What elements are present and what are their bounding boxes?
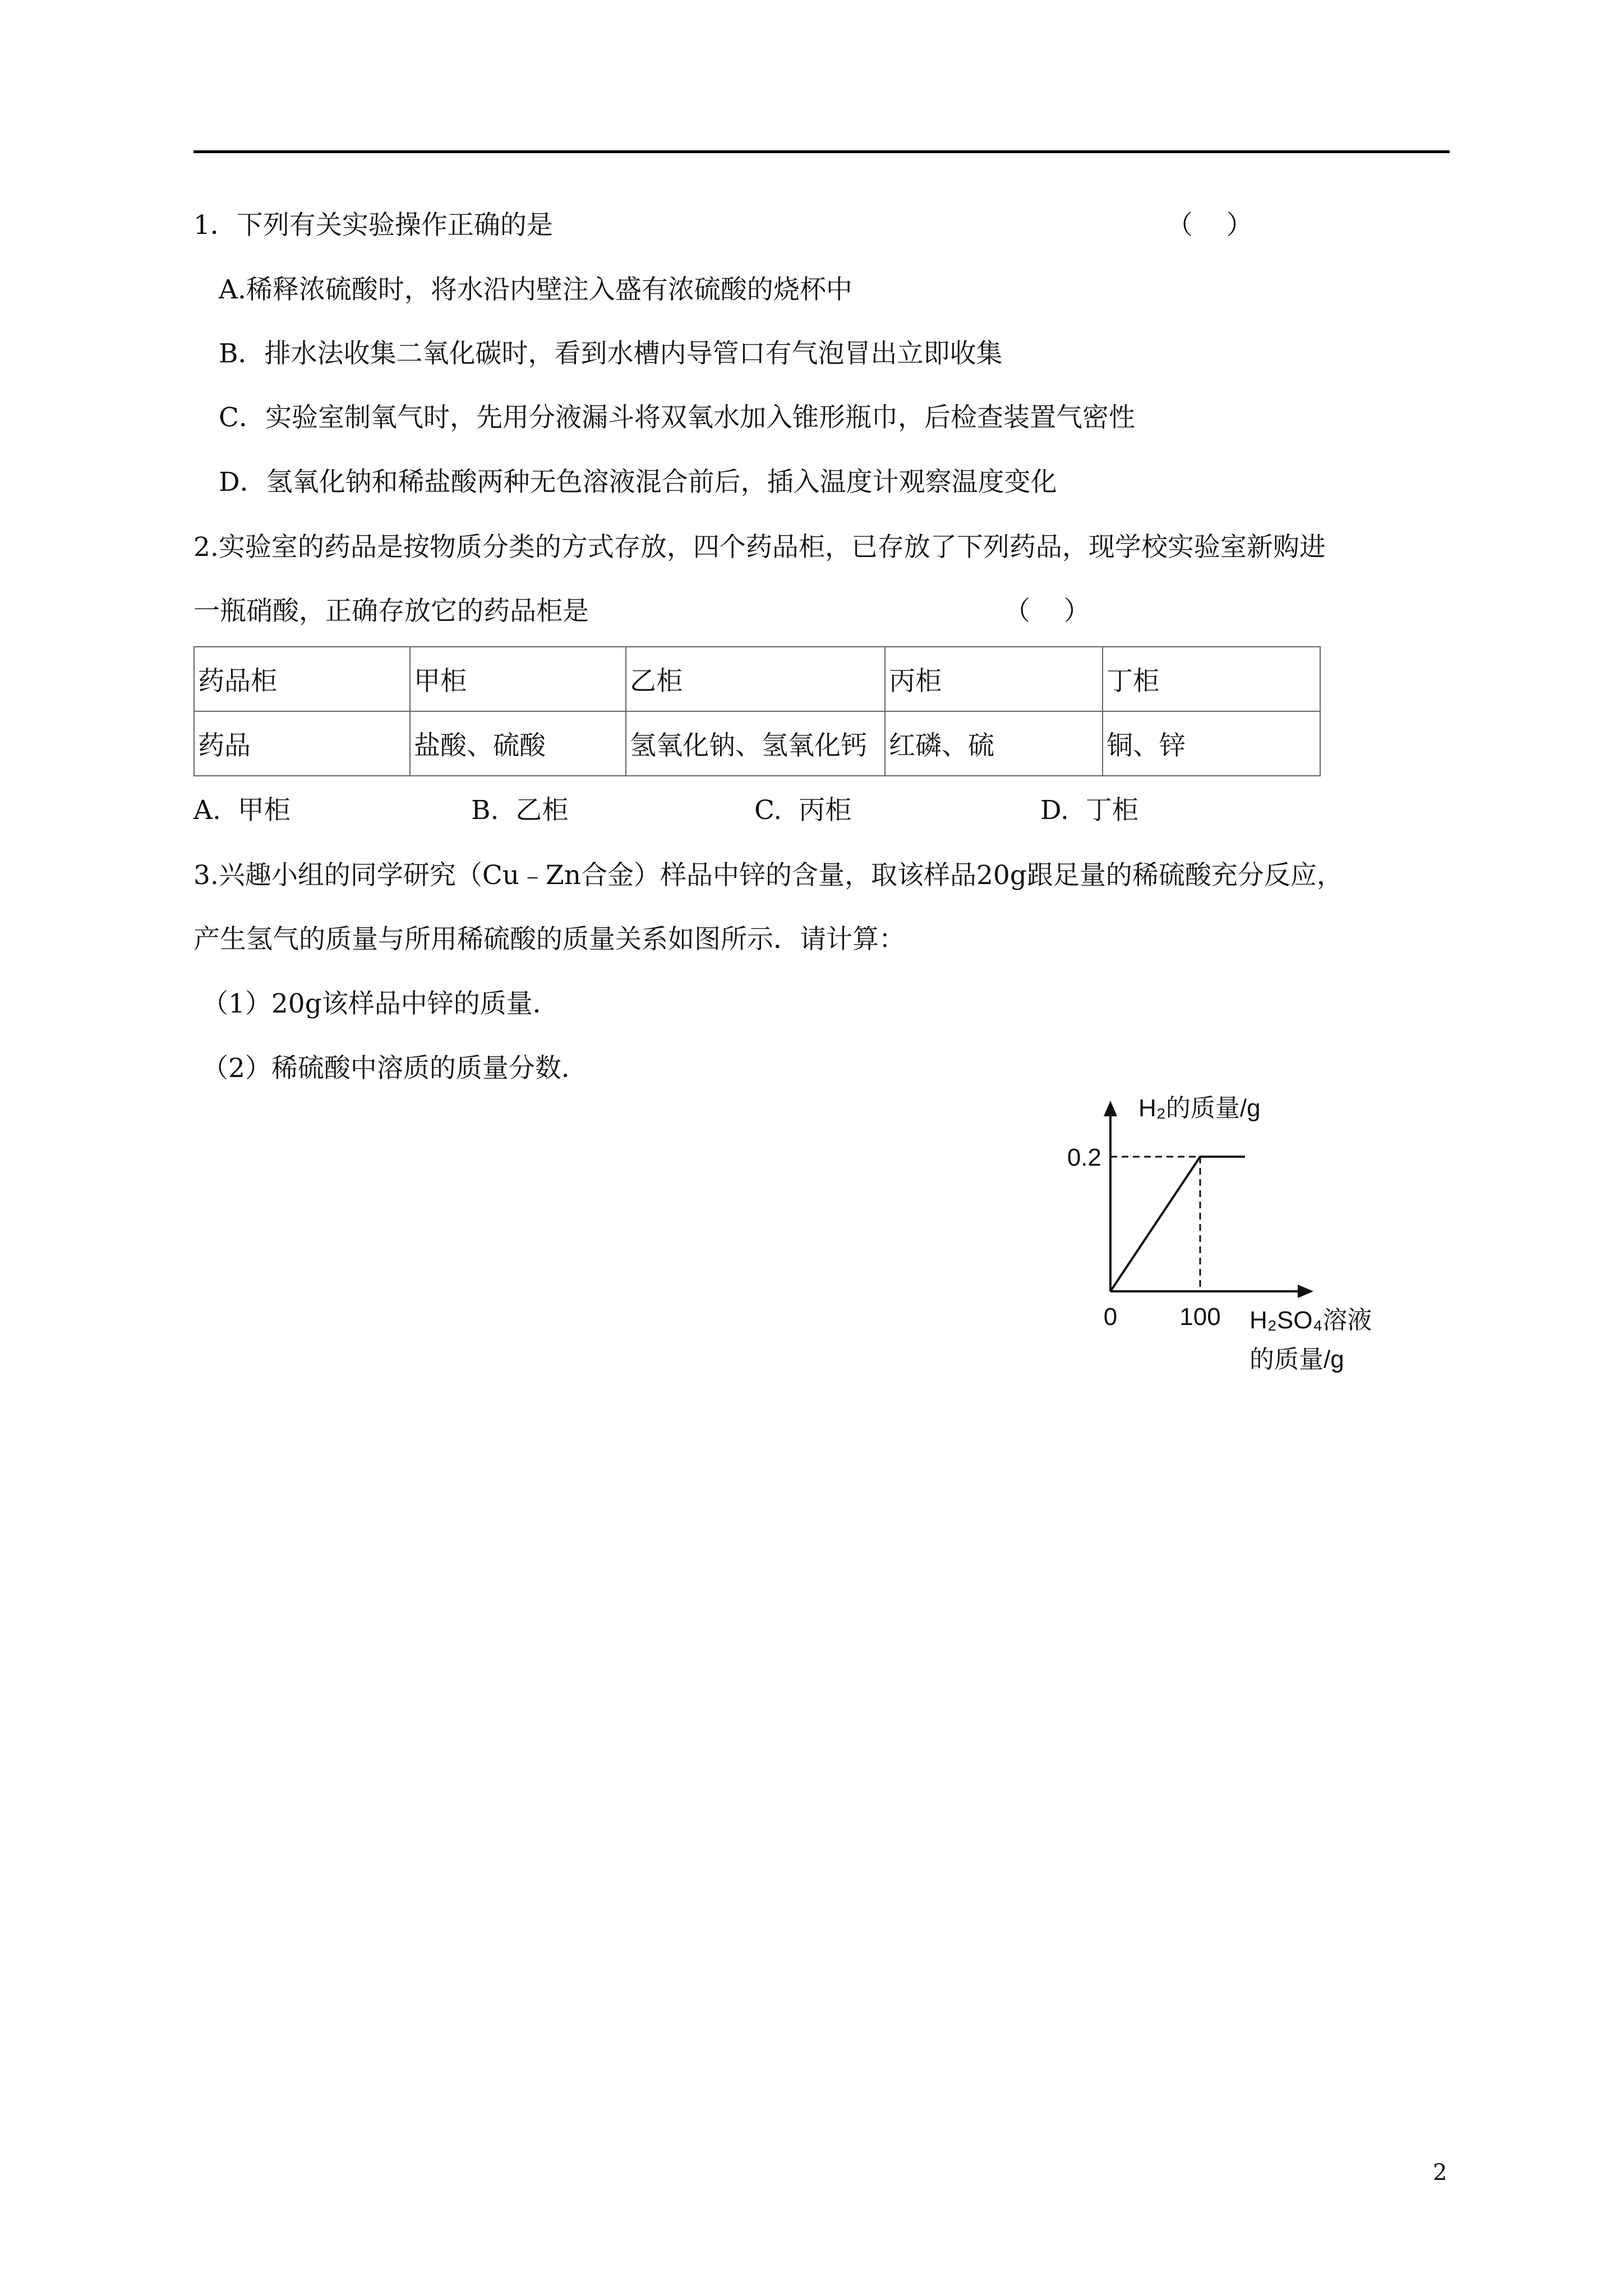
q1-option-d: D．氢氧化钠和稀盐酸两种无色溶液混合前后，插入温度计观察温度变化	[219, 467, 1057, 498]
q2-stem-line1: 2.实验室的药品是按物质分类的方式存放，四个药品柜，已存放了下列药品，现学校实验室新购进	[193, 532, 1326, 563]
q2-stem-line2: 一瓶硝酸，正确存放它的药品柜是	[193, 596, 589, 627]
q2-option-a: A. 甲柜	[193, 795, 291, 826]
x-axis-label-line2: 的质量/g	[1249, 1346, 1344, 1373]
table-cell: 盐酸、硫酸	[410, 711, 626, 776]
q1-answer-paren: （ ）	[1166, 210, 1253, 241]
q3-stem-line2: 产生氢气的质量与所用稀硫酸的质量关系如图所示．请计算：	[193, 924, 905, 955]
table-cell: 铜、锌	[1103, 711, 1320, 776]
table-cell: 丁柜	[1103, 647, 1320, 711]
table-cell: 药品	[194, 711, 410, 776]
header-rule	[193, 150, 1450, 153]
y-tick-label: 0.2	[1067, 1144, 1101, 1171]
table-cell: 红磷、硫	[885, 711, 1103, 776]
q2-answer-paren: （ ）	[1004, 596, 1090, 627]
q1-option-a: A.稀释浓硫酸时，将水沿内壁注入盛有浓硫酸的烧杯中	[219, 274, 852, 305]
q2-option-c: C. 丙柜	[754, 795, 852, 826]
h2-mass-chart	[1054, 1094, 1402, 1386]
q3-sub2: （2）稀硫酸中溶质的质量分数．	[202, 1053, 588, 1084]
q2-option-d: D. 丁柜	[1040, 795, 1138, 826]
y-axis-arrow-icon	[1104, 1101, 1117, 1116]
table-row	[194, 711, 1320, 776]
cabinet-table	[193, 646, 1321, 776]
h2-series-line	[1110, 1157, 1245, 1291]
table-cell: 甲柜	[410, 647, 626, 711]
q1-option-b: B．排水法收集二氧化碳时，看到水槽内导管口有气泡冒出立即收集	[219, 338, 1003, 369]
table-cell: 乙柜	[626, 647, 885, 711]
table-cell: 丙柜	[885, 647, 1103, 711]
x-axis-arrow-icon	[1298, 1285, 1313, 1298]
y-axis-label: H₂的质量/g	[1138, 1094, 1261, 1122]
q2-option-b: B. 乙柜	[471, 795, 569, 826]
x-tick-label: 0	[1103, 1303, 1118, 1331]
q1-option-c: C．实验室制氧气时，先用分液漏斗将双氧水加入锥形瓶巾，后检查装置气密性	[219, 402, 1135, 433]
table-cell: 药品柜	[194, 647, 410, 711]
x-tick-label: 100	[1179, 1303, 1221, 1331]
q1-stem: 1．下列有关实验操作正确的是	[193, 210, 553, 241]
q3-sub1: （1）20g该样品中锌的质量．	[202, 988, 559, 1019]
q3-stem-line1: 3.兴趣小组的同学研究（Cu﹣Zn合金）样品中锌的含量，取该样品20g跟足量的稀硫酸充分反应，	[193, 860, 1343, 891]
table-cell: 氢氧化钠、氢氧化钙	[626, 711, 885, 776]
page-number: 2	[1433, 2160, 1447, 2185]
table-row	[194, 647, 1320, 711]
x-axis-label-line1: H₂SO₄溶液	[1249, 1306, 1372, 1334]
